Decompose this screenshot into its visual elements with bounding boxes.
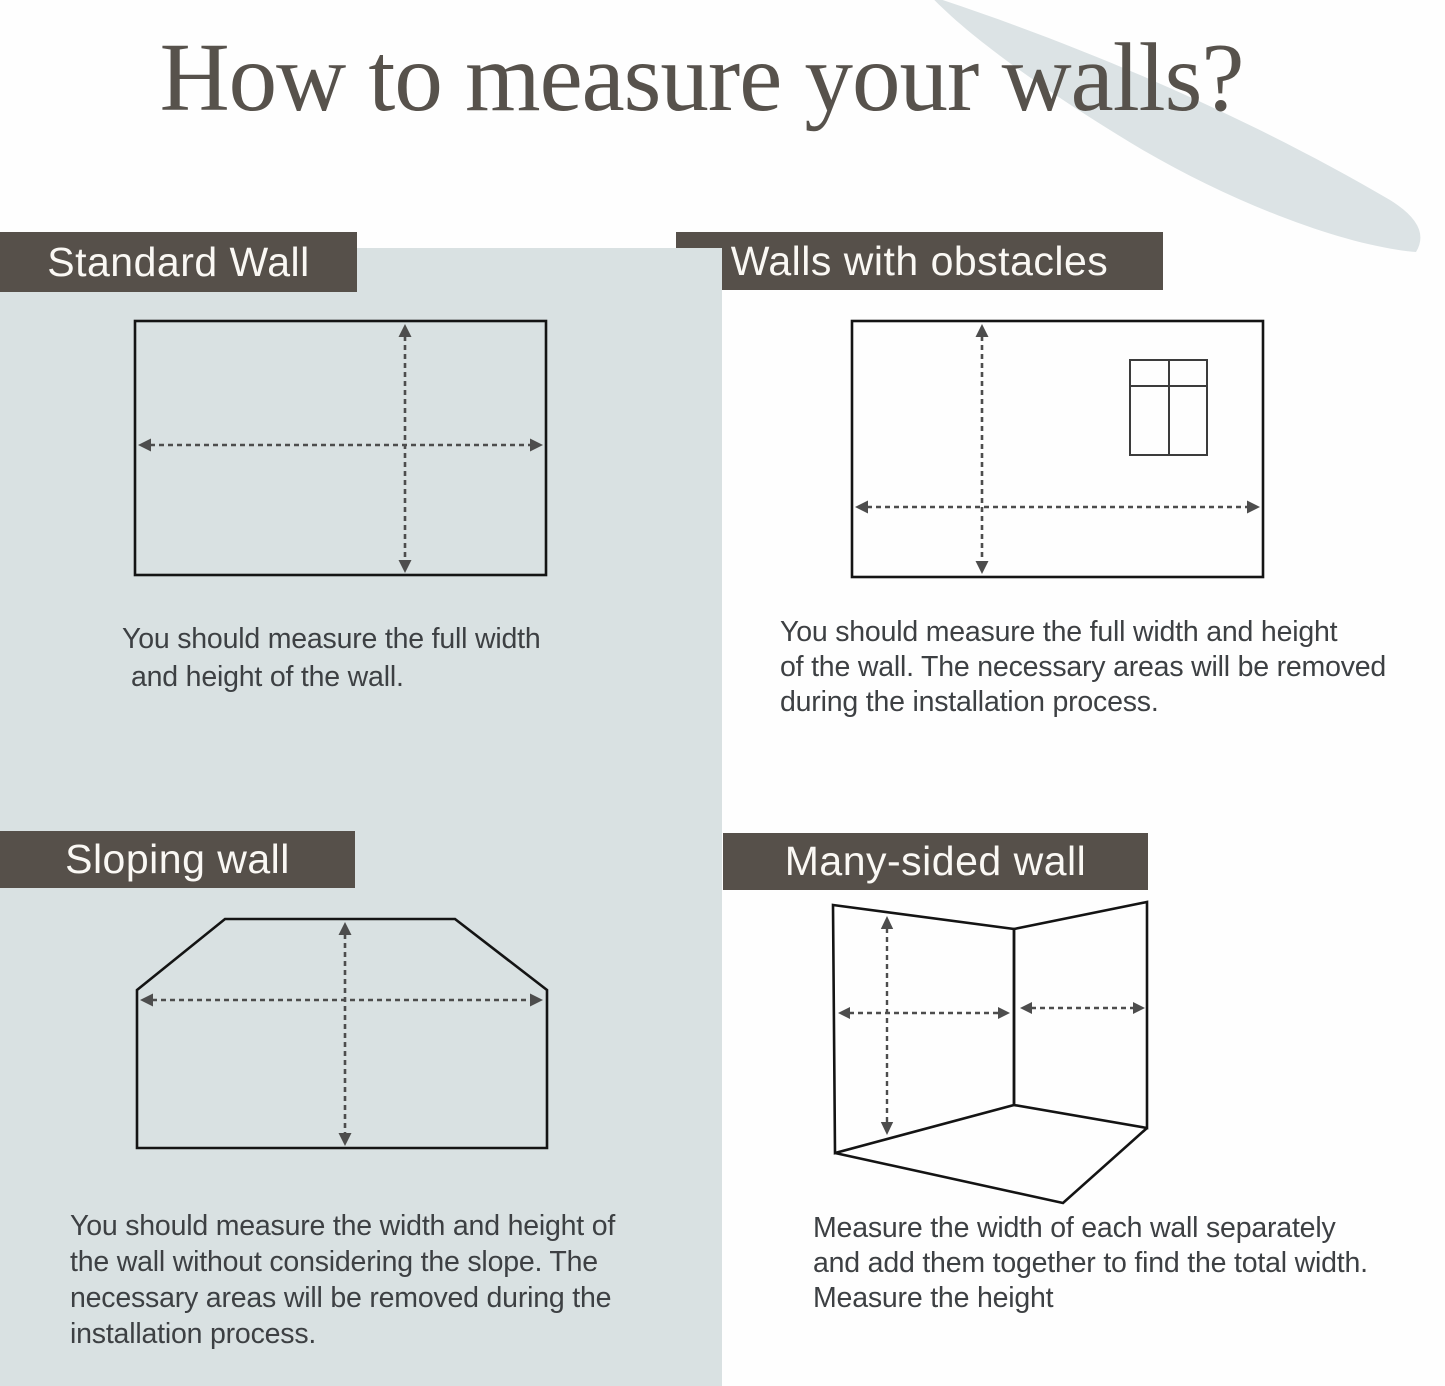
- standard-wall-diagram: [130, 315, 555, 585]
- section-header-walls-with-obstacles: [676, 232, 1163, 290]
- width-measure-arrow: [140, 994, 543, 1007]
- section-header-standard-wall: [0, 232, 357, 292]
- width-measure-arrow: [138, 439, 543, 452]
- many-sided-wall-diagram: [820, 890, 1160, 1220]
- description-line: of the wall. The necessary areas will be removed: [780, 651, 1387, 683]
- description-line: You should measure the width and height of: [70, 1210, 616, 1242]
- many-sided-wall-description: [813, 1211, 1368, 1316]
- height-measure-arrow: [976, 324, 989, 574]
- description-line: You should measure the full width and height: [780, 616, 1338, 648]
- description-line: Measure the height: [813, 1282, 1054, 1314]
- description-line: and add them together to find the total width.: [813, 1247, 1368, 1279]
- walls-with-obstacles-diagram: [845, 315, 1275, 585]
- section-header-label: Walls with obstacles: [730, 238, 1109, 284]
- description-line: installation process.: [70, 1318, 317, 1350]
- sloping-wall-description: [70, 1208, 615, 1352]
- section-header-many-sided-wall: [723, 833, 1148, 890]
- description-line: during the installation process.: [780, 686, 1159, 718]
- left-wall-width-arrow: [838, 1007, 1010, 1019]
- page-title: How to measure your walls?: [159, 24, 1244, 131]
- width-measure-arrow: [855, 501, 1260, 514]
- right-wall-width-arrow: [1020, 1002, 1145, 1014]
- window-obstacle: [1130, 360, 1207, 455]
- section-header-sloping-wall: [0, 831, 355, 888]
- wall-outline: [135, 321, 546, 575]
- height-measure-arrow: [881, 916, 893, 1135]
- wall-outline: [137, 919, 547, 1148]
- right-wall-outline: [1014, 902, 1147, 1128]
- section-header-label: Standard Wall: [47, 239, 310, 285]
- left-wall-outline: [833, 905, 1014, 1153]
- section-header-label: Sloping wall: [65, 836, 290, 882]
- walls-with-obstacles-description: [780, 615, 1386, 720]
- description-line: necessary areas will be removed during the: [70, 1282, 612, 1314]
- description-line: You should measure the full width: [122, 623, 541, 655]
- description-line: the wall without considering the slope. The: [70, 1246, 598, 1278]
- section-header-label: Many-sided wall: [784, 838, 1087, 884]
- height-measure-arrow: [399, 324, 412, 573]
- standard-wall-description: [122, 620, 541, 696]
- height-measure-arrow: [339, 922, 352, 1146]
- sloping-wall-diagram: [130, 905, 555, 1160]
- description-line: and height of the wall.: [131, 661, 404, 693]
- description-line: Measure the width of each wall separately: [813, 1212, 1336, 1244]
